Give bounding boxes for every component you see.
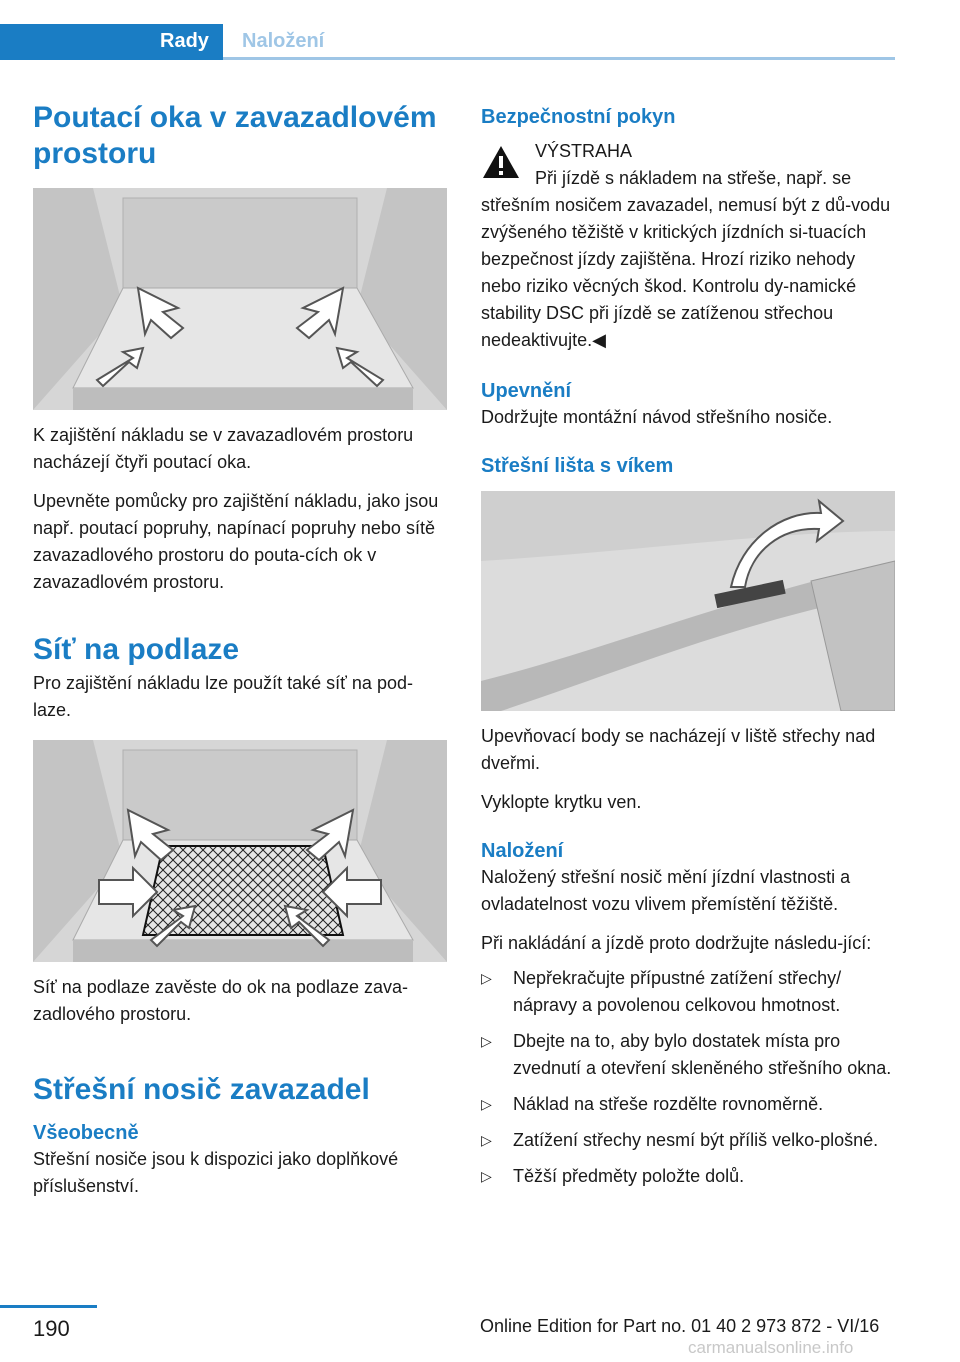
heading-tiedown-eyes: Poutací oka v zavazadlovém prostoru	[33, 101, 437, 170]
triangle-bullet-icon: ▷	[481, 1096, 492, 1112]
list-item: ▷ Těžší předměty položte dolů.	[481, 1163, 895, 1190]
list-item: ▷ Nepřekračujte přípustné zatížení střechy/ nápravy a povolenou celkovou hmotnost.	[481, 965, 895, 1019]
warning-title: VÝSTRAHA	[535, 141, 633, 161]
tab-rady[interactable]: Rady	[160, 30, 209, 52]
paragraph-tiedown-2: Upevněte pomůcky pro zajištění nákladu, jako jsou např. poutací popruhy, napínací popruhy nebo sítě zavazadlového prostoru do pouta-cích ok v zavazadlovém prostoru.	[33, 491, 439, 592]
list-item: ▷ Náklad na střeše rozdělte rovnoměrně.	[481, 1091, 895, 1118]
left-column	[33, 100, 447, 1200]
triangle-bullet-icon: ▷	[481, 970, 492, 986]
paragraph-loading-2: Při nakládání a jízdě proto dodržujte následu-jící:	[481, 933, 872, 953]
edition-text: Online Edition for Part no. 01 40 2 973 872 - VI/16	[480, 1316, 880, 1336]
warning-text: střešním nosičem zavazadel, nemusí být z dů-vodu zvýšeného těžiště v kritických jízdních si-tuacích bezpečnost jízdy zajištěna. Hrozí riziko nehody nebo riziko věcných škod. Kontrolu dy-namické stability DSC při jízdě se zatíženou střechou nedeaktivujte.◀	[481, 195, 891, 350]
warning-triangle-icon	[481, 144, 521, 192]
right-column	[481, 104, 895, 1199]
header-rule	[223, 57, 895, 60]
heading-loading: Naložení	[481, 840, 564, 862]
heading-roof-rack: Střešní nosič zavazadel	[33, 1073, 370, 1106]
footer-rule	[0, 1305, 97, 1308]
heading-roof-rail: Střešní lišta s víkem	[481, 455, 674, 477]
warning-block	[481, 138, 895, 192]
paragraph-floor-net-1: Pro zajištění nákladu lze použít také síť na pod-laze.	[33, 673, 413, 720]
page-header	[0, 24, 895, 64]
loading-list	[481, 965, 895, 1190]
triangle-bullet-icon: ▷	[481, 1033, 492, 1049]
floor-net-image	[33, 740, 447, 962]
paragraph-general: Střešní nosiče jsou k dispozici jako doplňkové příslušenství.	[33, 1149, 399, 1196]
heading-mounting: Upevnění	[481, 380, 572, 402]
paragraph-loading-1: Naložený střešní nosič mění jízdní vlastnosti a ovladatelnost vozu vlivem přemístění těžiště.	[481, 867, 851, 914]
triangle-bullet-icon: ▷	[481, 1168, 492, 1184]
watermark: carmanualsonline.info	[688, 1338, 854, 1357]
list-item: ▷ Dbejte na to, aby bylo dostatek místa pro zvednutí a otevření skleněného střešního okna.	[481, 1028, 895, 1082]
roof-rail-image	[481, 491, 895, 711]
warning-first-line: Při jízdě s nákladem na střeše, např. se	[535, 168, 852, 188]
trunk-tiedown-image	[33, 188, 447, 410]
paragraph-tiedown-1: K zajištění nákladu se v zavazadlovém prostoru nacházejí čtyři poutací oka.	[33, 425, 414, 472]
paragraph-rail-2: Vyklopte krytku ven.	[481, 792, 642, 812]
paragraph-floor-net-2: Síť na podlaze zavěste do ok na podlaze zava-zadlového prostoru.	[33, 977, 408, 1024]
heading-floor-net: Síť na podlaze	[33, 633, 240, 666]
list-item: ▷ Zatížení střechy nesmí být příliš velko-plošné.	[481, 1127, 895, 1154]
paragraph-mounting: Dodržujte montážní návod střešního nosiče.	[481, 407, 833, 427]
heading-safety: Bezpečnostní pokyn	[481, 106, 676, 128]
page-number: 190	[33, 1316, 70, 1341]
tab-nalozeni[interactable]: Naložení	[242, 30, 325, 52]
paragraph-rail-1: Upevňovací body se nacházejí v liště střechy nad dveřmi.	[481, 726, 876, 773]
heading-general: Všeobecně	[33, 1122, 139, 1144]
triangle-bullet-icon: ▷	[481, 1132, 492, 1148]
